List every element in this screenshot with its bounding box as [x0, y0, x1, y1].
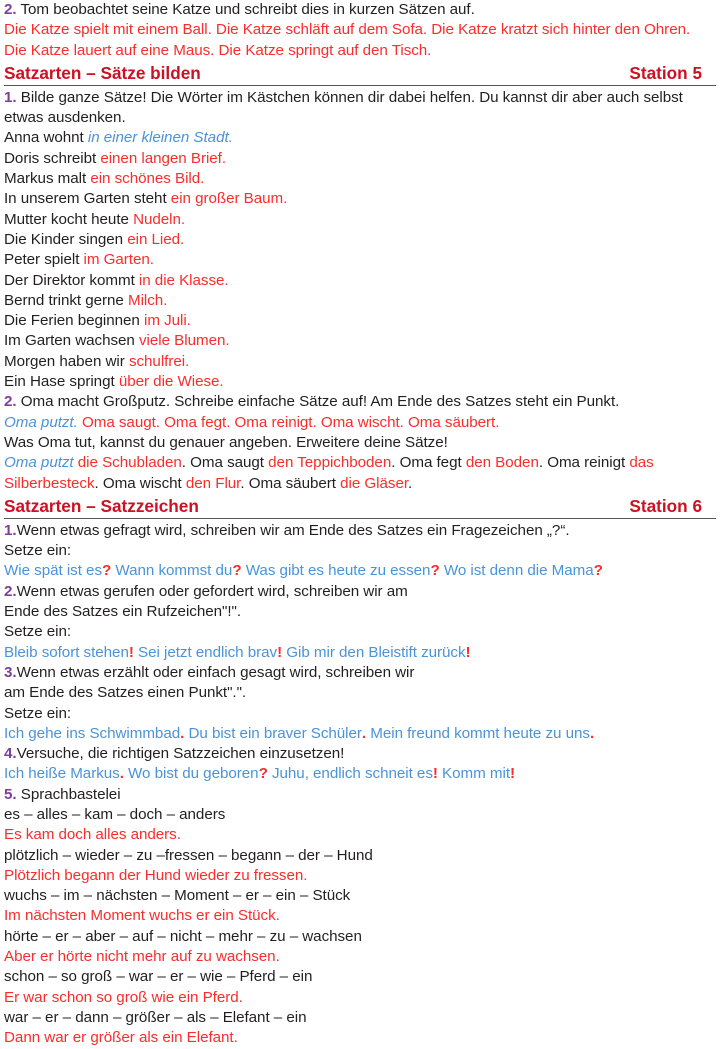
- sentence-fill: ein schönes Bild.: [90, 170, 205, 188]
- sentence-row: [4, 230, 716, 250]
- station6-task2-prompt-text1: Wenn etwas gerufen oder gefordert wird, schreiben wir am: [16, 582, 408, 600]
- station6-task1-prompt: [4, 521, 716, 541]
- station6-task2-prompt-line2: Ende des Satzes ein Rufzeichen"!".: [4, 603, 242, 621]
- answer-text: Wie spät ist es: [4, 562, 102, 580]
- sentence-stem: Ein Hase springt: [4, 373, 119, 391]
- solution-line: Plötzlich begann der Hund wieder zu fressen.: [4, 866, 308, 884]
- sentence-stem: Anna wohnt: [4, 129, 88, 147]
- answer-text: Ich gehe ins Schwimmbad: [4, 724, 181, 742]
- station6-rule: [4, 518, 716, 519]
- extended-end: .: [408, 474, 413, 492]
- extended-object: das Silberbesteck: [4, 454, 654, 492]
- answer-mark: ?: [232, 562, 242, 580]
- sentence-stem: In unserem Garten steht: [4, 190, 171, 208]
- station6-task5-title: [4, 785, 716, 805]
- answer-text: Gib mir den Bleistift zurück: [282, 643, 466, 661]
- sentence-stem: Markus malt: [4, 170, 91, 188]
- sentence-fill: in die Klasse.: [138, 271, 229, 289]
- station5-task1-number: 1.: [4, 88, 17, 106]
- sentence-row: [4, 169, 716, 189]
- station5-task2-simple: [4, 413, 716, 433]
- station5-task1-prompt: [4, 88, 716, 129]
- sentence-row: [4, 250, 716, 270]
- answer-text: Du bist ein braver Schüler: [184, 724, 362, 742]
- extended-object: den Flur: [185, 474, 241, 492]
- sentence-row: [4, 271, 716, 291]
- extended-end: .: [94, 474, 103, 492]
- sentence-stem: Doris schreibt: [4, 149, 101, 167]
- sentence-fill: ein großer Baum.: [170, 190, 288, 208]
- answer-mark: .: [361, 724, 367, 742]
- station6-task5-title-text: Sprachbastelei: [20, 785, 121, 803]
- answer-mark: !: [465, 643, 471, 661]
- sentence-stem: Der Direktor kommt: [4, 271, 139, 289]
- sentence-row: [4, 372, 716, 392]
- sentence-row: [4, 128, 716, 148]
- answer-text: Mein freund kommt heute zu uns: [366, 724, 590, 742]
- answer-mark: !: [432, 765, 438, 783]
- station6-task2-instruction: Setze ein:: [4, 623, 72, 641]
- sentence-stem: Mutter kocht heute: [4, 210, 134, 228]
- answer-mark: .: [180, 724, 185, 742]
- solution-line: Er war schon so groß wie ein Pferd.: [4, 988, 243, 1006]
- answer-text: Wo bist du geboren: [123, 765, 259, 783]
- station6-task4-prompt-text: Versuche, die richtigen Satzzeichen einzusetzen!: [16, 745, 345, 763]
- station5-task1-sentences: [4, 128, 716, 392]
- extended-subject: Oma säubert: [248, 474, 341, 492]
- answer-text: Wann kommst du: [111, 562, 233, 580]
- scramble-line: wuchs – im – nächsten – Moment – er – ein – Stück: [4, 887, 351, 905]
- sentence-fill: in einer kleinen Stadt.: [87, 129, 233, 147]
- extended-object: die Schubladen: [77, 454, 182, 472]
- answer-mark: .: [589, 724, 595, 742]
- sentence-fill: im Juli.: [144, 312, 191, 330]
- extended-end: .: [538, 454, 548, 472]
- extended-subject: Oma fegt: [399, 454, 466, 472]
- sentence-stem: Im Garten wachsen: [4, 332, 140, 350]
- station6-task2-number: 2.: [4, 582, 17, 600]
- station6-task1-number: 1.: [4, 521, 17, 539]
- sentence-stem: Die Kinder singen: [4, 230, 128, 248]
- station6-task5-number: 5.: [4, 785, 17, 803]
- answer-text: Sei jetzt endlich brav: [133, 643, 278, 661]
- scramble-line: es – alles – kam – doch – anders: [4, 805, 226, 823]
- station6-task3-number: 3.: [4, 663, 17, 681]
- answer-mark: !: [128, 643, 134, 661]
- solution-line: Es kam doch alles anders.: [4, 826, 181, 844]
- answer-mark: ?: [102, 562, 112, 580]
- station6-label: Station 6: [629, 495, 702, 516]
- station5-header: [4, 61, 716, 84]
- sentence-row: [4, 149, 716, 169]
- sentence-fill: im Garten.: [83, 251, 154, 269]
- solution-line: Dann war er größer als ein Elefant.: [4, 1029, 238, 1047]
- station6-header: [4, 494, 716, 517]
- sentence-fill: Milch.: [128, 291, 168, 309]
- sentence-row: [4, 189, 716, 209]
- station5-rule: [4, 85, 716, 86]
- sentence-fill: viele Blumen.: [139, 332, 230, 350]
- station6-task3-prompt-text1: Wenn etwas erzählt oder einfach gesagt wird, schreiben wir: [16, 663, 415, 681]
- extended-subject: Oma putzt: [4, 454, 78, 472]
- sentence-fill: schulfrei.: [128, 352, 190, 370]
- extended-end: .: [391, 454, 400, 472]
- answer-text: Wo ist denn die Mama: [439, 562, 594, 580]
- answer-text: Juhu, endlich schneit es: [267, 765, 433, 783]
- station6-task3-prompt-line2: am Ende des Satzes einen Punkt".".: [4, 684, 247, 702]
- station6-title: Satzarten – Satzzeichen: [4, 495, 199, 516]
- station6-task4-number: 4.: [4, 745, 17, 763]
- top-task-prompt: [4, 0, 716, 20]
- station6-task3-prompt-line1: [4, 663, 716, 683]
- station5-task2-prompt-text: Oma macht Großputz. Schreibe einfache Sätze auf! Am Ende des Satzes steht ein Punkt.: [20, 393, 620, 411]
- solution-line: Aber er hörte nicht mehr auf zu wachsen.: [4, 948, 280, 966]
- answer-mark: !: [510, 765, 516, 783]
- station5-title: Satzarten – Sätze bilden: [4, 62, 201, 83]
- station6-task1-prompt-text: Wenn etwas gefragt wird, schreiben wir am Ende des Satzes ein Fragezeichen „?“.: [16, 521, 570, 539]
- answer-text: Was gibt es heute zu essen: [241, 562, 431, 580]
- answer-text: Bleib sofort stehen: [4, 643, 129, 661]
- top-task-answer: Die Katze spielt mit einem Ball. Die Katze schläft auf dem Sofa. Die Katze kratzt sich hinter den Ohren. Die Katze lauert auf eine Maus. Die Katze springt auf den Tisch.: [4, 21, 691, 59]
- sentence-row: [4, 331, 716, 351]
- sentence-stem: Die Ferien beginnen: [4, 312, 144, 330]
- sentence-row: [4, 291, 716, 311]
- simple-sentence-rest: Oma saugt. Oma fegt. Oma reinigt. Oma wischt. Oma säubert.: [81, 413, 500, 431]
- scramble-line: war – er – dann – größer – als – Elefant – ein: [4, 1008, 307, 1026]
- answer-text: Komm mit: [437, 765, 511, 783]
- sentence-fill: einen langen Brief.: [100, 149, 227, 167]
- answer-mark: ?: [258, 765, 268, 783]
- answer-mark: ?: [593, 562, 603, 580]
- extended-end: .: [240, 474, 249, 492]
- extended-end: .: [181, 454, 191, 472]
- answer-text: Ich heiße Markus: [4, 765, 120, 783]
- sprachbastelei-list: [4, 805, 716, 1049]
- simple-sentence-first: Oma putzt.: [4, 413, 78, 431]
- sentence-fill: ein Lied.: [127, 230, 185, 248]
- station6-task4-prompt: [4, 744, 716, 764]
- station6-task4-answers: [4, 764, 716, 784]
- sentence-stem: Peter spielt: [4, 251, 84, 269]
- station5-task2-number: 2.: [4, 393, 17, 411]
- station6-task2-prompt-line1: [4, 582, 716, 602]
- station5-task1-prompt-text: Bilde ganze Sätze! Die Wörter im Kästchen können dir dabei helfen. Du kannst dir aber auch selbst etwas ausdenken.: [4, 88, 683, 127]
- station6-task3-answers: [4, 724, 716, 744]
- sentence-row: [4, 210, 716, 230]
- sentence-row: [4, 311, 716, 331]
- solution-line: Im nächsten Moment wuchs er ein Stück.: [4, 907, 280, 925]
- station6-task2-answers: [4, 643, 716, 663]
- sentence-row: [4, 352, 716, 372]
- station5-task2-prompt: [4, 392, 716, 412]
- extended-subject: Oma reinigt: [547, 454, 630, 472]
- answer-mark: !: [277, 643, 283, 661]
- station6-task3-instruction: Setze ein:: [4, 704, 72, 722]
- answer-mark: .: [119, 765, 124, 783]
- scramble-line: hörte – er – aber – auf – nicht – mehr – zu – wachsen: [4, 927, 362, 945]
- scramble-line: plötzlich – wieder – zu –fressen – begann – der – Hund: [4, 846, 373, 864]
- extended-object: die Gläser: [340, 474, 409, 492]
- extended-object: den Teppichboden: [268, 454, 392, 472]
- sentence-stem: Morgen haben wir: [4, 352, 129, 370]
- extended-subject: Oma wischt: [102, 474, 186, 492]
- top-task-prompt-body: Tom beobachtet seine Katze und schreibt dies in kurzen Sätzen auf.: [20, 1, 475, 18]
- extended-subject: Oma saugt: [190, 454, 269, 472]
- station5-label: Station 5: [629, 62, 702, 83]
- station5-task2-extended: [4, 453, 716, 494]
- answer-mark: ?: [430, 562, 440, 580]
- station5-task2-extend-prompt: Was Oma tut, kannst du genauer angeben. Erweitere deine Sätze!: [4, 433, 448, 451]
- station6-task1-instruction: Setze ein:: [4, 542, 72, 560]
- scramble-line: schon – so groß – war – er – wie – Pferd – ein: [4, 968, 313, 986]
- top-task-number: 2.: [4, 1, 17, 18]
- station6-task1-answers: [4, 561, 716, 581]
- sentence-fill: Nudeln.: [133, 210, 186, 228]
- sentence-stem: Bernd trinkt gerne: [4, 291, 128, 309]
- extended-object: den Boden: [465, 454, 539, 472]
- sentence-fill: über die Wiese.: [118, 373, 224, 391]
